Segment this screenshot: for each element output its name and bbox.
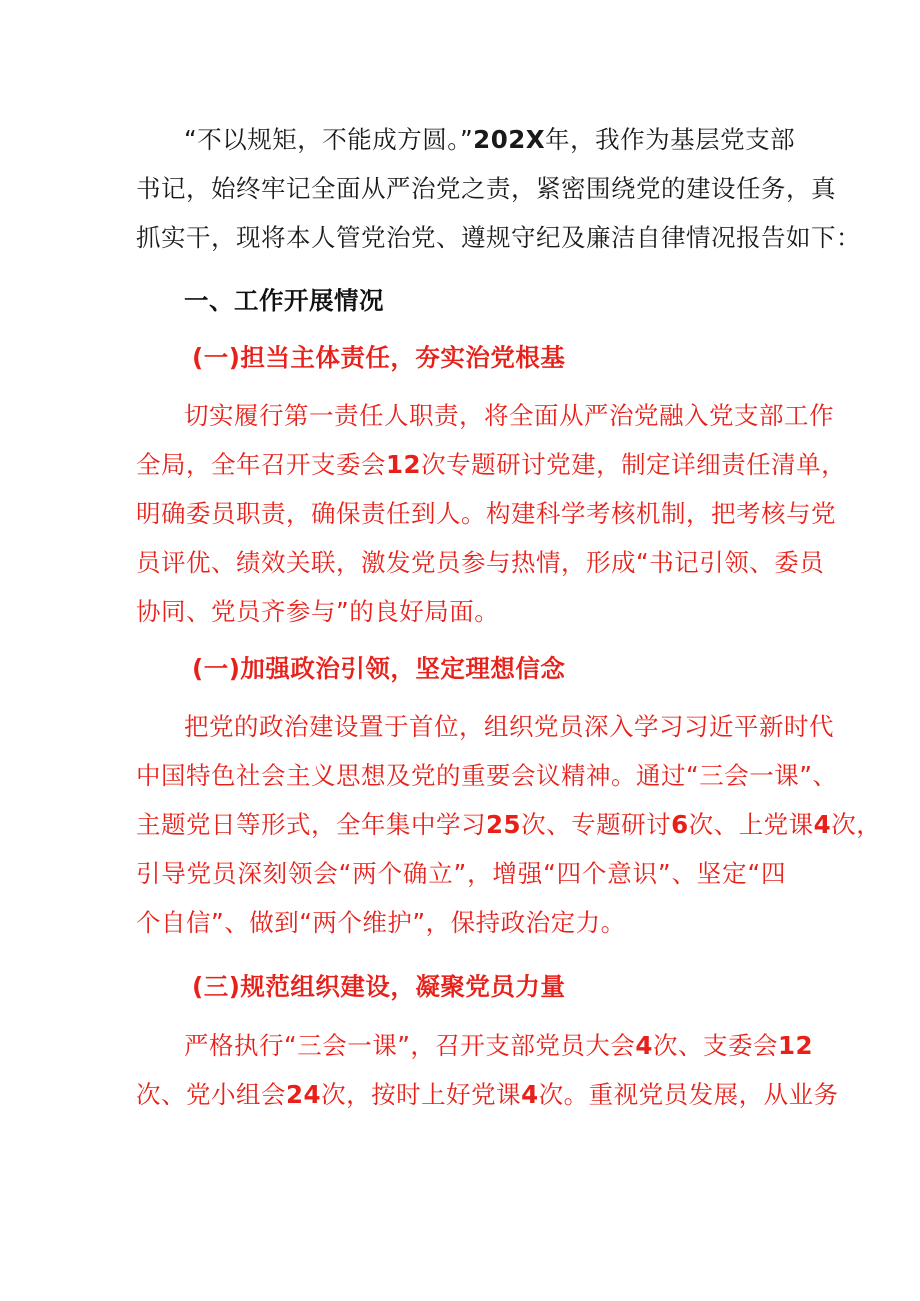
sub1-line-3: 明确委员职责，确保责任到人。构建科学考核机制，把考核与党: [136, 499, 836, 528]
sub3-line-2: 次、党小组会24次，按时上好党课4次。重视党员发展，从业务: [136, 1080, 839, 1109]
quote-text: “不以规矩，不能成方圆。”: [184, 125, 474, 154]
subsection-2-title: (一)加强政治引领，坚定理想信念: [192, 654, 566, 683]
sub3-line-1: 严格执行“三会一课”，召开支部党员大会4次、支委会12: [184, 1031, 814, 1060]
intro-line-3: 抓实干，现将本人管党治党、遵规守纪及廉洁自律情况报告如下：: [136, 223, 861, 252]
sub1-line-1: 切实履行第一责任人职责，将全面从严治党融入党支部工作: [184, 401, 834, 430]
sub1-line-2: 全局，全年召开支委会12次专题研讨党建，制定详细责任清单，: [136, 450, 847, 479]
subsection-1-title: (一)担当主体责任，夯实治党根基: [192, 343, 566, 372]
sub2-line-5: 个自信”、做到“两个维护”，保持政治定力。: [136, 908, 626, 937]
sub1-line-4: 员评优、绩效关联，激发党员参与热情，形成“书记引领、委员: [136, 548, 825, 577]
intro-line-1: [184, 123, 795, 157]
subsection-3-title: (三)规范组织建设，凝聚党员力量: [192, 972, 566, 1001]
intro-line-2: 书记，始终牢记全面从严治党之责，紧密围绕党的建设任务，真: [136, 174, 836, 203]
sub1-line-5: 协同、党员齐参与”的良好局面。: [136, 597, 500, 626]
sub2-line-4: 引导党员深刻领会“两个确立”，增强“四个意识”、坚定“四: [136, 859, 786, 888]
sub2-line-2: 中国特色社会主义思想及党的重要会议精神。通过“三会一课”、: [136, 761, 838, 790]
sub2-line-3: 主题党日等形式，全年集中学习25次、专题研讨6次、上党课4次，: [136, 810, 882, 839]
sub2-line-1: 把党的政治建设置于首位，组织党员深入学习习近平新时代: [184, 712, 834, 741]
intro-text: 年，我作为基层党支部: [545, 125, 796, 154]
year-text: 202X: [473, 125, 546, 154]
section-heading: 一、工作开展情况: [184, 286, 384, 315]
